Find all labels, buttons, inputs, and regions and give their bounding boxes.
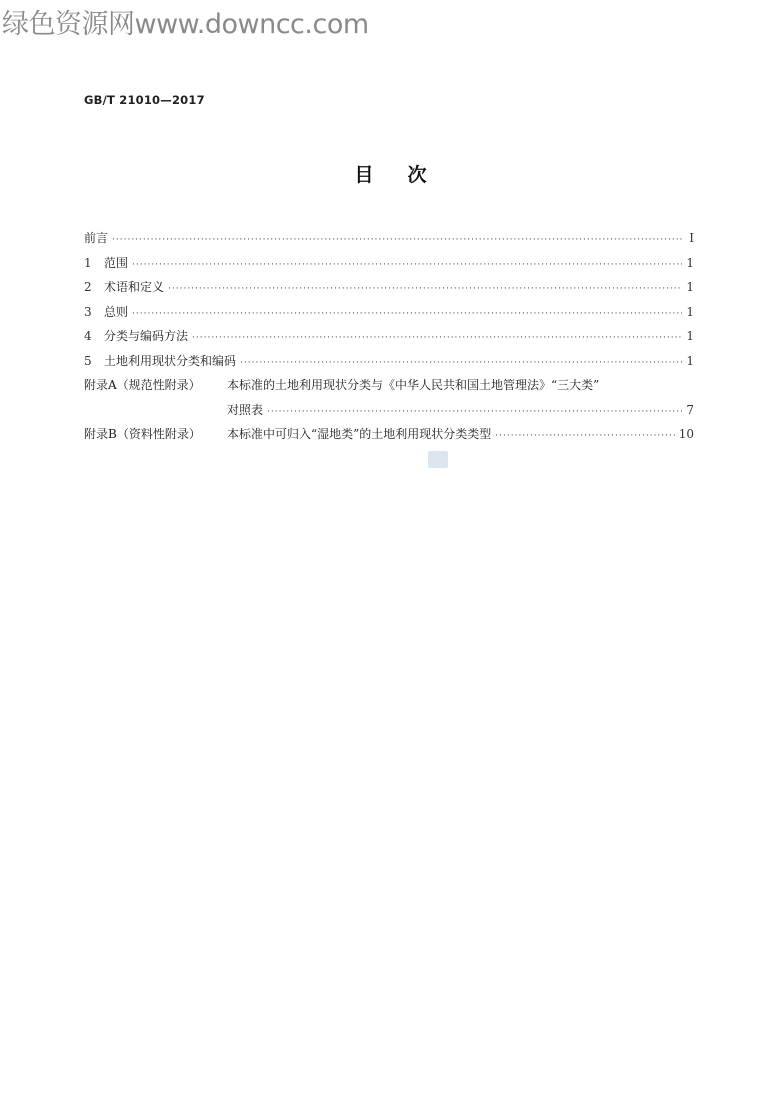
toc-leader-dots: [112, 228, 682, 253]
toc-entry-page: 1: [686, 329, 694, 343]
toc-entry-terms[interactable]: [84, 275, 694, 300]
toc-entry-page: 7: [686, 402, 694, 417]
toc-entry-number: 4: [84, 329, 92, 343]
toc-entry-label: 范围: [104, 255, 129, 270]
toc-leader-dots: [168, 277, 682, 302]
toc-appendix-title: 本标准的土地利用现状分类与《中华人民共和国土地管理法》“三大类”: [227, 378, 600, 392]
toc-leader-dots: [192, 326, 682, 351]
toc-entry-appendix-a-continued[interactable]: [84, 398, 694, 423]
toc-leader-dots: [240, 351, 682, 376]
toc-leader-dots: [495, 424, 674, 449]
toc-appendix-title-continued: 对照表: [227, 402, 264, 417]
toc-leader-dots: [132, 302, 682, 327]
table-of-contents: [84, 226, 694, 447]
toc-leader-dots: [267, 400, 682, 425]
toc-entry-number: 2: [84, 280, 92, 294]
toc-entry-label: 土地利用现状分类和编码: [104, 353, 237, 368]
watermark-text: 绿色资源网www.downcc.com: [2, 9, 369, 40]
toc-entry-label: 术语和定义: [104, 280, 165, 294]
toc-entry-number: 1: [84, 255, 92, 270]
toc-entry-page: 1: [686, 255, 694, 270]
toc-entry-page: 1: [686, 304, 694, 319]
toc-appendix-prefix: 附录A（规范性附录）: [84, 378, 201, 392]
toc-entry-land-use-classification[interactable]: [84, 349, 694, 374]
toc-entry-label: 总则: [104, 304, 129, 319]
toc-entry-page: 1: [686, 353, 694, 368]
toc-leader-dots: [132, 253, 682, 278]
toc-appendix-title: 本标准中可归入“湿地类”的土地利用现状分类类型: [227, 427, 492, 441]
toc-entry-number: 3: [84, 304, 92, 319]
toc-entry-number: 5: [84, 353, 92, 368]
toc-entry-appendix-b[interactable]: [84, 422, 694, 447]
toc-entry-general[interactable]: [84, 300, 694, 325]
toc-entry-page: 10: [678, 427, 694, 441]
toc-entry-label: 前言: [84, 231, 109, 245]
faint-logo-mark: [428, 451, 448, 468]
toc-appendix-prefix: 附录B（资料性附录）: [84, 427, 201, 441]
toc-entry-scope[interactable]: [84, 251, 694, 276]
toc-entry-page: I: [689, 231, 694, 245]
toc-title: 目次: [354, 164, 461, 186]
toc-entry-label: 分类与编码方法: [104, 329, 189, 343]
toc-entry-page: 1: [686, 280, 694, 294]
toc-entry-foreword[interactable]: [84, 226, 694, 251]
standard-code: GB/T 21010—2017: [84, 93, 205, 107]
toc-entry-appendix-a[interactable]: [84, 373, 694, 398]
toc-entry-classification-method[interactable]: [84, 324, 694, 349]
